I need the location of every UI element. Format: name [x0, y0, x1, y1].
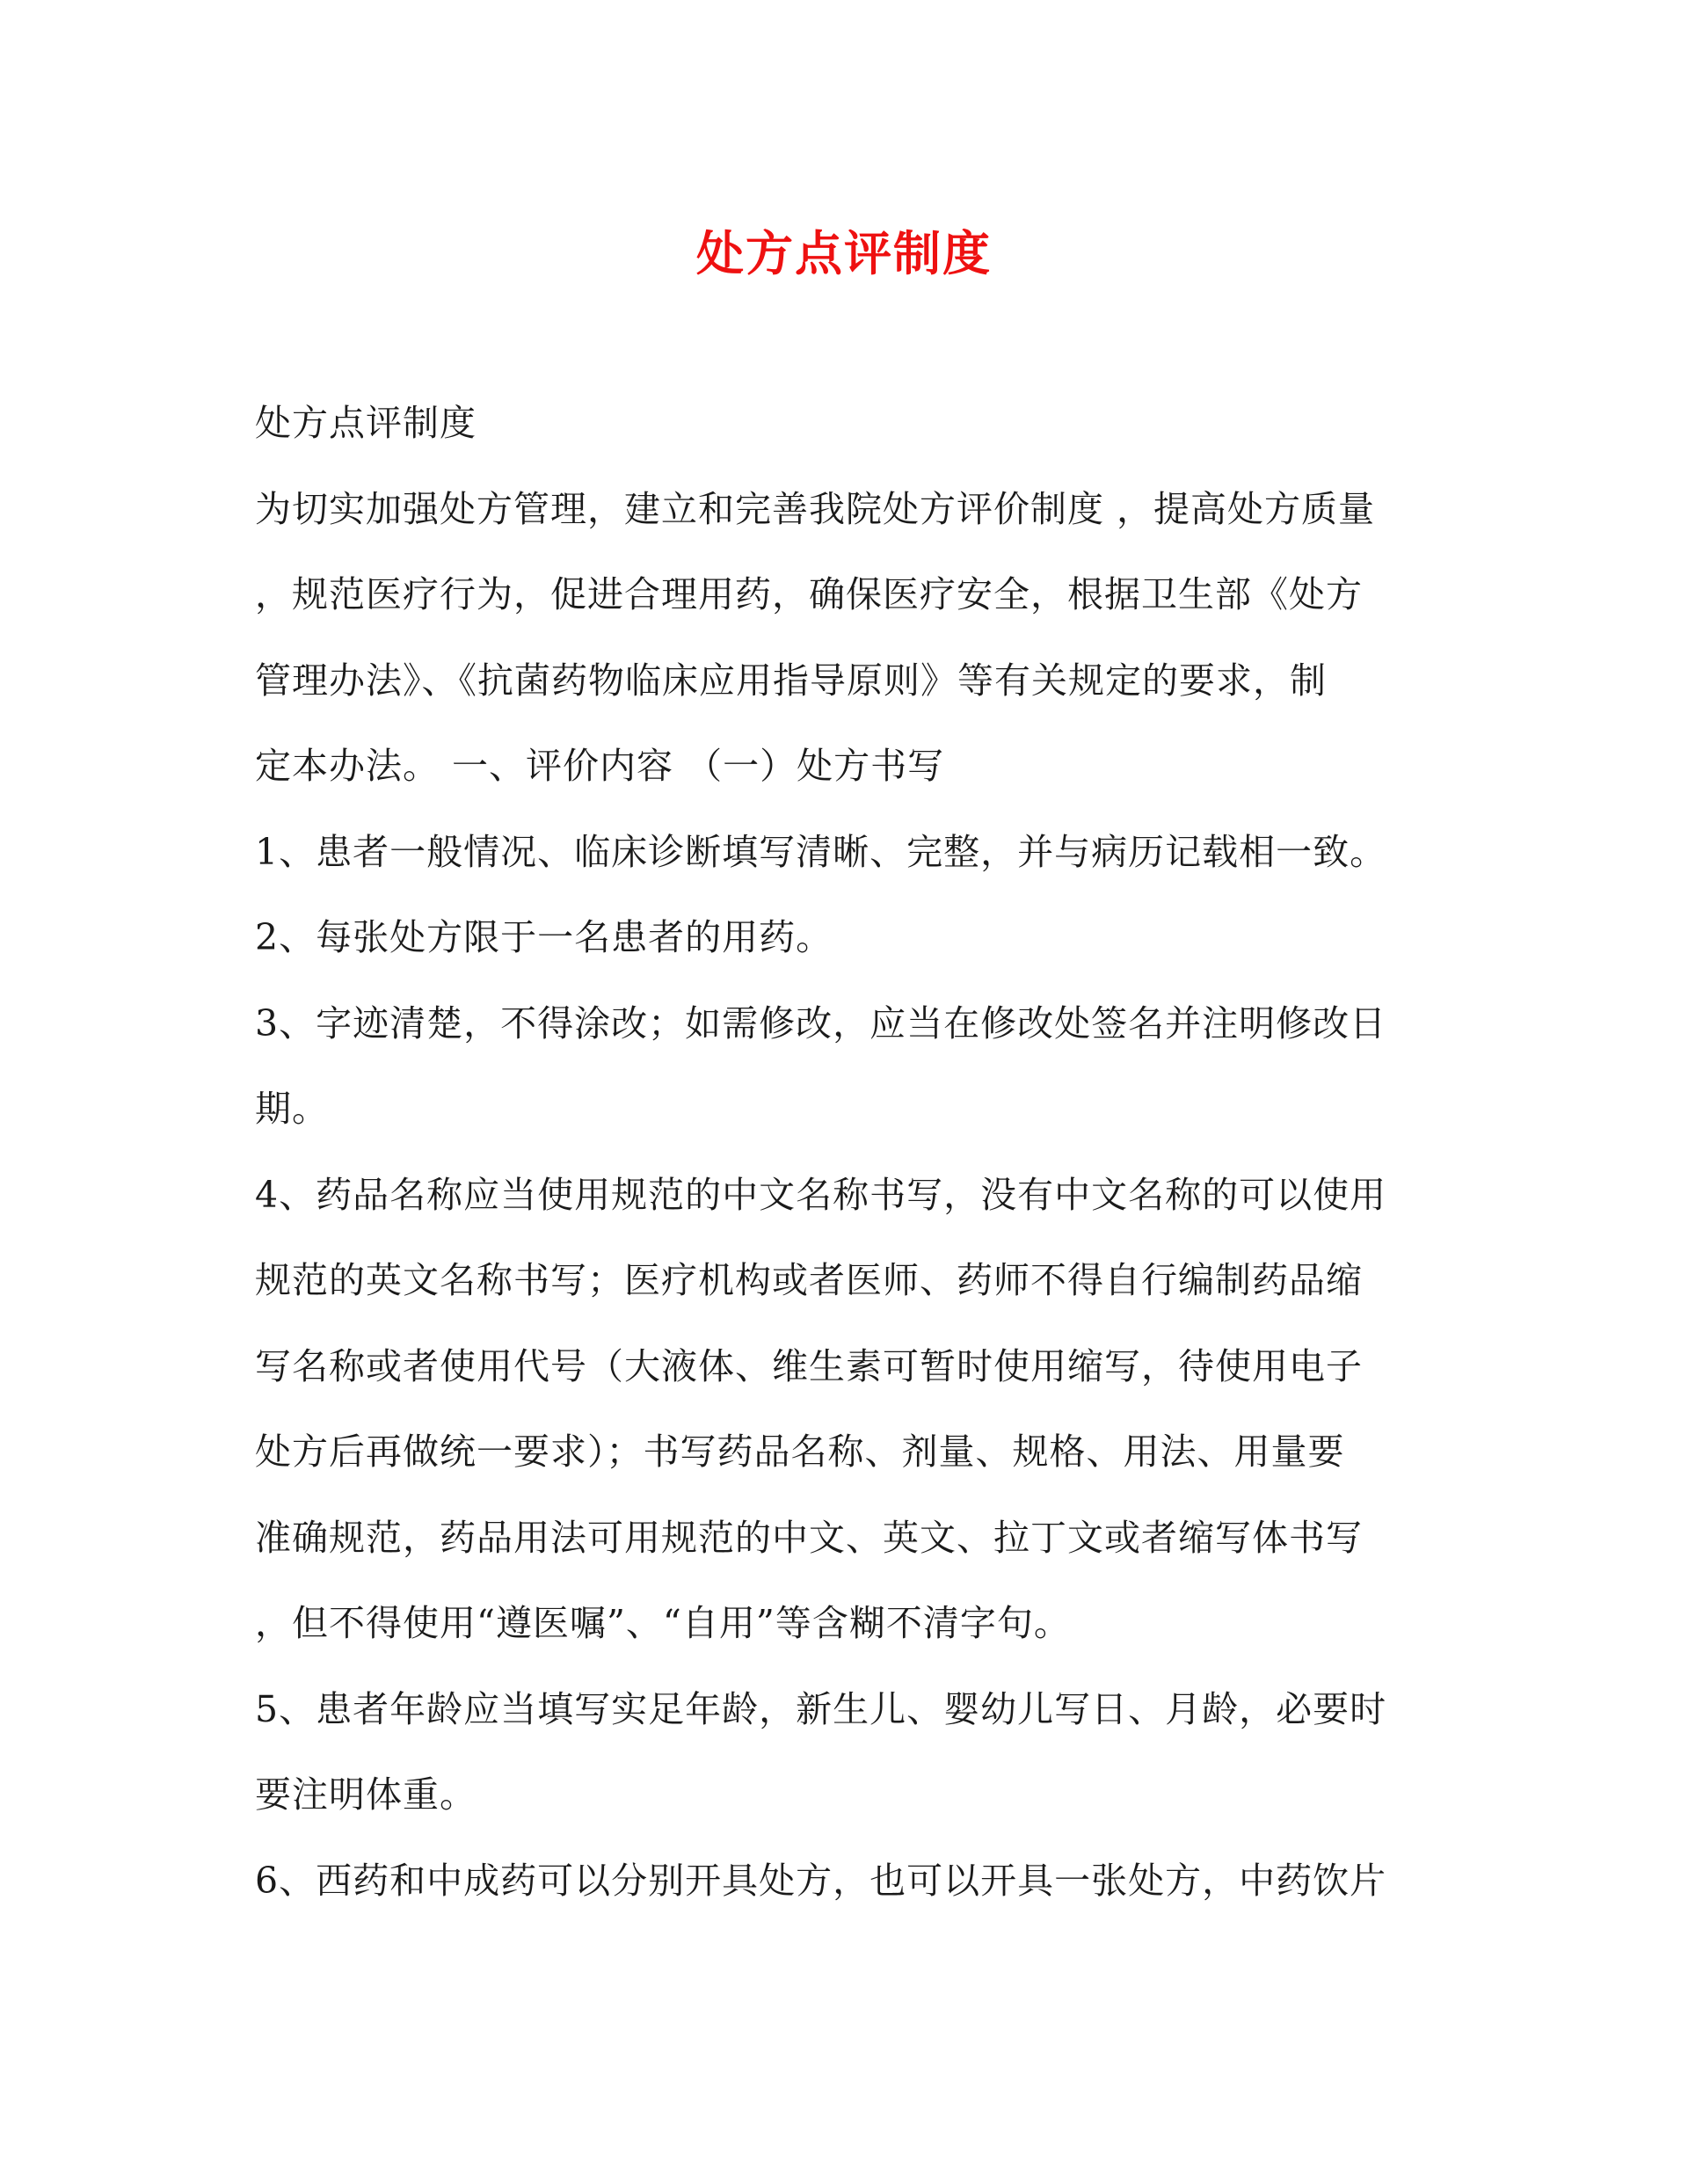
body-line: 要注明体重。 — [255, 1773, 477, 1816]
body-line: 规范的英文名称书写；医疗机构或者医师、药师不得自行编制药品缩 — [255, 1259, 1363, 1301]
body-line: 定本办法。 一、评价内容 （一）处方书写 — [255, 745, 945, 787]
body-line: 管理办法》、《抗菌药物临床应用指导原则》等有关规定的要求，制 — [255, 659, 1327, 702]
body-line-item-5: 5、患者年龄应当填写实足年龄，新生儿、婴幼儿写日、月龄，必要时 — [255, 1687, 1387, 1730]
body-line-item-3: 3、字迹清楚，不得涂改；如需修改，应当在修改处签名并注明修改日 — [255, 1001, 1387, 1045]
body-line-item-6: 6、西药和中成药可以分别开具处方，也可以开具一张处方，中药饮片 — [255, 1859, 1387, 1902]
body-line-subtitle: 处方点评制度 — [255, 402, 477, 444]
body-line: 为切实加强处方管理，建立和完善我院处方评价制度 ，提高处方质量 — [255, 487, 1376, 530]
body-line: 写名称或者使用代号（大液体、维生素可暂时使用缩写，待使用电子 — [255, 1344, 1363, 1387]
body-line: ，规范医疗行为，促进合理用药，确保医疗安全，根据卫生部《处方 — [255, 573, 1363, 615]
body-line: 准确规范，药品用法可用规范的中文、英文、拉丁文或者缩写体书写 — [255, 1516, 1363, 1559]
document-title: 处方点评制度 — [696, 225, 992, 281]
body-line: ，但不得使用“遵医嘱”、“自用”等含糊不清字句。 — [255, 1602, 1071, 1644]
body-line-item-1: 1、患者一般情况、临床诊断填写清晰、完整，并与病历记载相一致。 — [255, 830, 1387, 873]
document-body — [255, 381, 1433, 1924]
body-line: 期。 — [255, 1088, 329, 1130]
body-line-item-4: 4、药品名称应当使用规范的中文名称书写，没有中文名称的可以使用 — [255, 1173, 1387, 1216]
body-line: 处方后再做统一要求）；书写药品名称、剂量、规格、用法、用量要 — [255, 1431, 1345, 1473]
body-line-item-2: 2、每张处方限于一名患者的用药。 — [255, 916, 833, 958]
